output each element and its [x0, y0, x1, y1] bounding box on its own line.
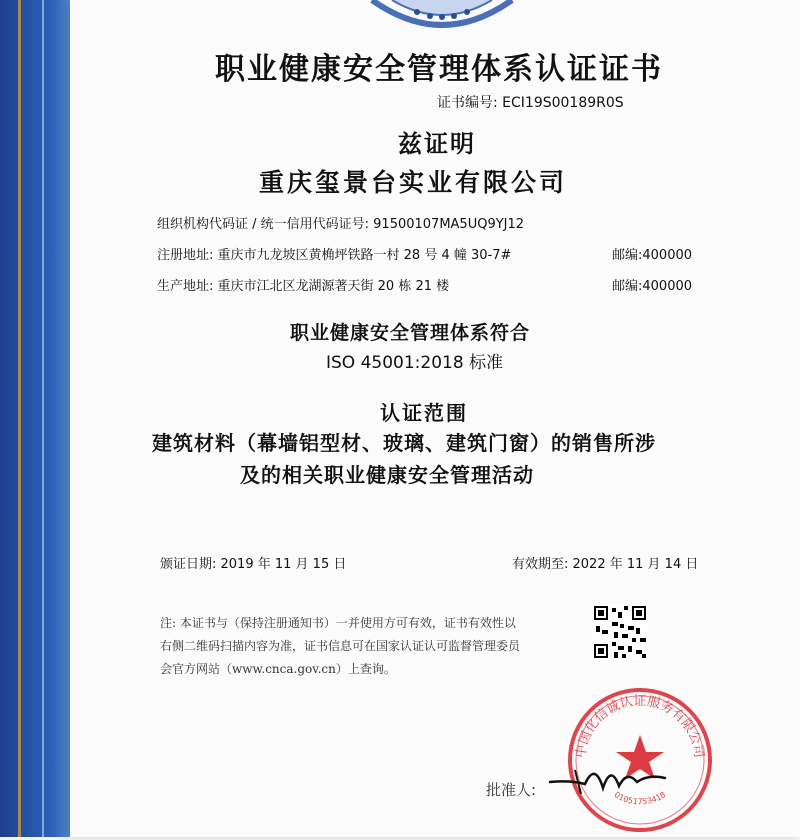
- registered-address: 注册地址: 重庆市九龙坡区黄桷坪铁路一村 28 号 4 幢 30-7#: [157, 248, 512, 263]
- approver-label: 批准人:: [486, 781, 537, 799]
- certificate-number: 证书编号: ECI19S00189R0S: [437, 95, 624, 111]
- gold-stripe: [18, 0, 21, 837]
- note-line-1: 注: 本证书与（保持注册通知书）一并使用方可有效，证书有效性以: [160, 616, 516, 630]
- certificate-title: 职业健康安全管理体系认证证书: [215, 52, 663, 87]
- conformity-statement: 职业健康安全管理体系符合: [290, 322, 531, 344]
- hereby-certify: 兹证明: [398, 130, 476, 158]
- svg-text:中国化信诚认证服务有限公司: 中国化信诚认证服务有限公司: [573, 693, 707, 759]
- issue-date: 颁证日期: 2019 年 11 月 15 日: [160, 557, 347, 572]
- standard-name: ISO 45001:2018 标准: [326, 353, 504, 373]
- svg-text:01051753418: 01051753418: [612, 790, 668, 807]
- production-postcode: 邮编:400000: [612, 279, 693, 294]
- org-code: 组织机构代码证 / 统一信用代码证号: 91500107MA5UQ9YJ12: [157, 217, 525, 232]
- laurel-emblem-icon: [362, 0, 522, 34]
- scope-line-1: 建筑材料（幕墙铝型材、玻璃、建筑门窗）的销售所涉: [152, 431, 656, 455]
- valid-until: 有效期至: 2022 年 11 月 14 日: [512, 557, 699, 572]
- note-line-2: 右侧二维码扫描内容为准，证书信息可在国家认证认可监督管理委员: [160, 639, 521, 653]
- company-name: 重庆玺景台实业有限公司: [259, 168, 568, 197]
- production-address: 生产地址: 重庆市江北区龙湖源著天街 20 栋 21 楼: [157, 279, 450, 294]
- scope-line-2: 及的相关职业健康安全管理活动: [240, 463, 534, 487]
- registered-postcode: 邮编:400000: [612, 248, 693, 263]
- scope-heading: 认证范围: [380, 401, 468, 425]
- note-line-3: 会官方网站（www.cnca.gov.cn）上查询。: [160, 662, 396, 676]
- handwritten-signature: [545, 752, 675, 802]
- qr-code-icon[interactable]: [592, 604, 648, 660]
- light-stripe: [42, 0, 44, 837]
